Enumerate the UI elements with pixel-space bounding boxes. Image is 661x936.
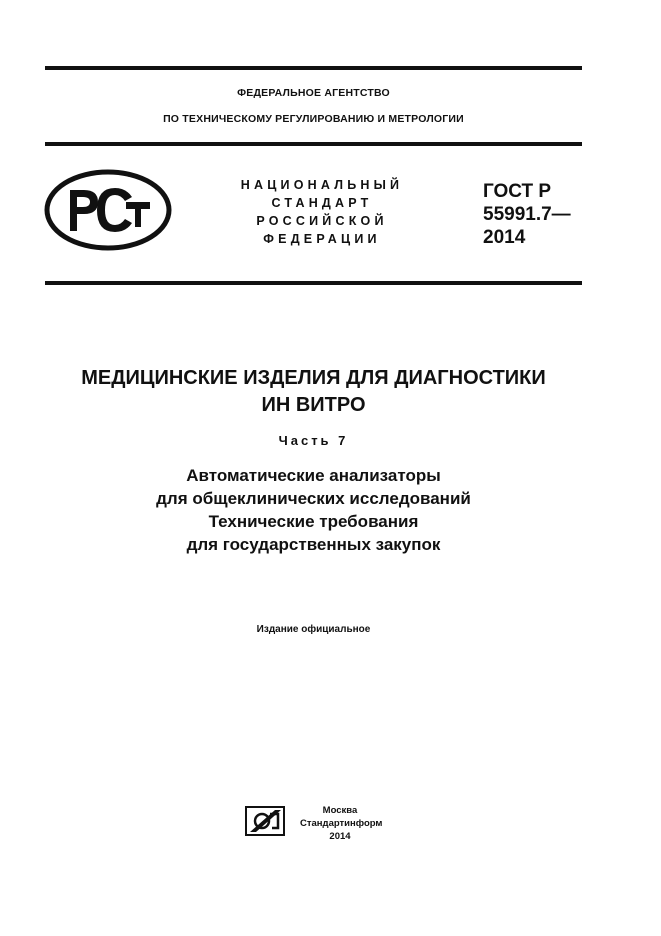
standard-type-line-3: РОССИЙСКОЙ <box>256 214 388 228</box>
gost-r-certification-logo-icon <box>44 169 172 251</box>
publisher-city: Москва <box>322 805 358 816</box>
document-title-line-1: МЕДИЦИНСКИЕ ИЗДЕЛИЯ ДЛЯ ДИАГНОСТИКИ <box>81 367 546 389</box>
bottom-rule <box>45 281 582 285</box>
publisher-block <box>300 804 383 843</box>
designation-line-2: 55991.7— <box>483 204 571 225</box>
designation-line-1: ГОСТ Р <box>483 181 552 202</box>
agency-line-1: ФЕДЕРАЛЬНОЕ АГЕНТСТВО <box>237 87 390 99</box>
standard-type-line-1: НАЦИОНАЛЬНЫЙ <box>240 178 404 192</box>
standartinform-logo-icon <box>245 806 285 836</box>
publisher-year: 2014 <box>329 831 351 842</box>
designation-line-3: 2014 <box>483 227 526 248</box>
agency-line-2: ПО ТЕХНИЧЕСКОМУ РЕГУЛИРОВАНИЮ И МЕТРОЛОГИИ <box>163 113 464 125</box>
publisher-name: Стандартинформ <box>300 818 383 829</box>
middle-rule <box>45 142 582 146</box>
part-number: Часть 7 <box>278 433 349 448</box>
edition-label: Издание официальное <box>256 624 371 635</box>
subtitle-line-4: для государственных закупок <box>186 535 441 554</box>
subtitle-line-2: для общеклинических исследований <box>156 489 471 508</box>
standard-type-line-2: СТАНДАРТ <box>271 196 373 210</box>
top-rule <box>45 66 582 70</box>
subtitle-line-1: Автоматические анализаторы <box>186 466 441 485</box>
document-title-line-2: ИН ВИТРО <box>261 394 366 416</box>
subtitle-line-3: Технические требования <box>208 512 419 531</box>
standard-type-line-4: ФЕДЕРАЦИИ <box>263 232 381 246</box>
